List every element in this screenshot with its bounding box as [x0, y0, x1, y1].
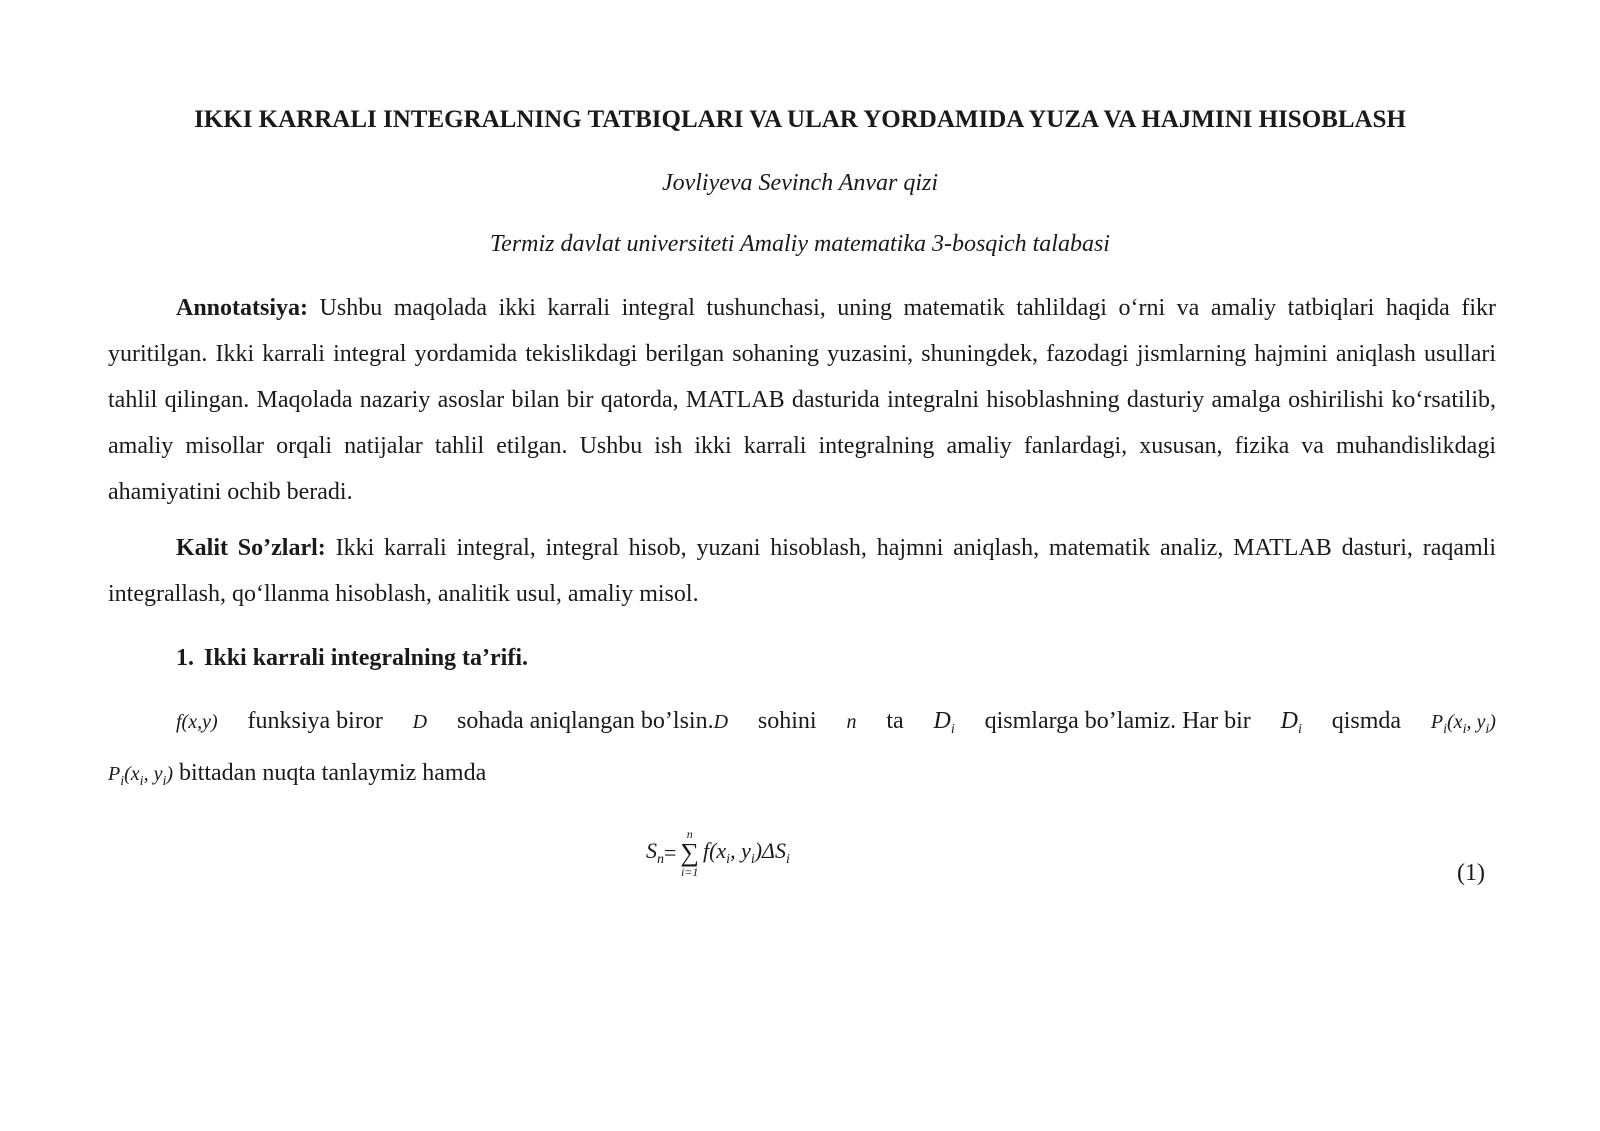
riemann-sum-formula	[646, 828, 790, 878]
abstract-text: Ushbu maqolada ikki karrali integral tushunchasi, uning matematik tahlildagi o‘rni va amaliy tatbiqlari haqida fikr yuritilgan. Ikki karrali integral yordamida tekislikdagi berilgan sohaning yuzasini, shuningdek, fazodagi jismlarning hajmini aniqlash usullari tahlil qilingan. Maqolada nazariy asoslar bilan bir qatorda, MATLAB dasturida integralni hisoblashning dasturiy amalga oshirilishi ko‘rsatilib, amaliy misollar orqali natijalar tahlil etilgan. Ushbu ish ikki karrali integralning amaliy fanlardagi, xususan, fizika va muhandislikdagi ahamiyatini ochib beradi.	[108, 295, 1496, 505]
subdomain-symbol: $D_i$	[1280, 708, 1302, 737]
definition-text: qismda	[1331, 708, 1402, 734]
sigma-symbol: ∑	[680, 838, 699, 867]
keywords-text: Ikki karrali integral, integral hisob, yuzani hisoblash, hajmni aniqlash, matematik analiz, MATLAB dasturi, raqamli integrallash, qo‘llanma hisoblash, analitik usul, amaliy misol.	[108, 535, 1497, 607]
equation-number: (1)	[1457, 860, 1485, 886]
definition-line-2	[108, 760, 486, 790]
keywords-label: Kalit So’zlarl:	[176, 535, 326, 561]
abstract-label: Annotatsiya:	[176, 295, 309, 321]
definition-text: sohada aniqlangan bo’lsin.D	[456, 708, 729, 734]
author-name: Jovliyeva Sevinch Anvar qizi	[661, 170, 939, 196]
equals-sign: =	[664, 840, 677, 865]
section-title: Ikki karrali integralning ta’rifi.	[204, 645, 528, 671]
summand: $f(x_i$, $y_i)\Delta S_i$	[702, 838, 790, 867]
definition-text: sohini	[757, 708, 817, 734]
abstract-paragraph	[108, 285, 1496, 515]
domain-symbol: D	[412, 711, 428, 733]
sum-symbol-S: $S_n$	[646, 838, 664, 867]
paper-title: IKKI KARRALI INTEGRALNING TATBIQLARI VA ULAR YORDAMIDA YUZA VA HAJMINI HISOBLASH	[194, 106, 1406, 133]
subdomain-symbol: $D_i$	[933, 708, 955, 737]
function-expression: f(x,y)	[176, 711, 218, 733]
author-affiliation: Termiz davlat universiteti Amaliy matematika 3-bosqich talabasi	[490, 231, 1110, 257]
definition-text: qismlarga bo’lamiz. Har bir	[984, 708, 1251, 734]
summation-operator	[680, 828, 699, 878]
keywords-paragraph	[108, 525, 1496, 617]
point-expression: $P_i(x_i$, $y_i$)	[1430, 711, 1496, 737]
section-number: 1.	[176, 645, 194, 671]
definition-text: funksiya biror	[247, 708, 383, 734]
section-heading	[176, 645, 528, 672]
definition-text: ta	[886, 708, 904, 734]
definition-text: bittadan nuqta tanlaymiz hamda	[179, 760, 487, 786]
sum-upper-limit: n	[686, 827, 693, 841]
n-symbol: n	[846, 711, 857, 733]
definition-line-1	[108, 708, 1496, 738]
point-expression: $P_i(x_i$, $y_i$)	[108, 763, 174, 789]
domain-symbol: D	[713, 711, 729, 733]
sum-lower-limit: i=1	[680, 865, 699, 879]
